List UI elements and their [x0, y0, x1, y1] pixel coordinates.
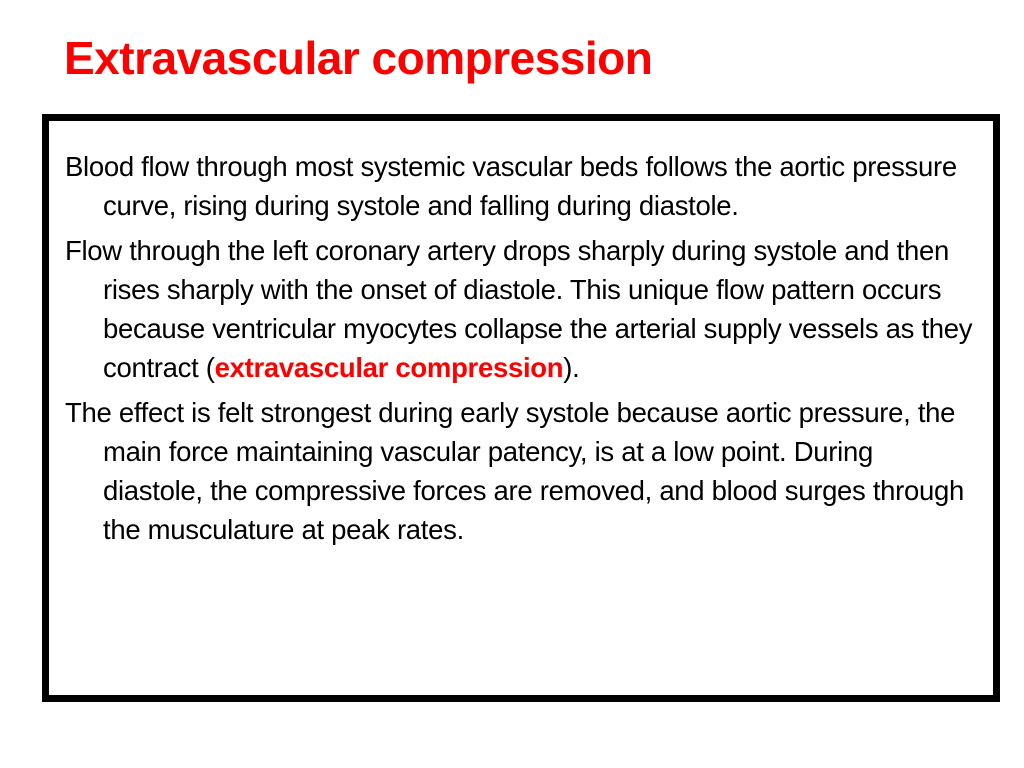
paragraph-text: The effect is felt strongest during early systole because aortic pressure, the main force maintaining vascular patency, is at a low point. During diastole, the compressive forces are removed, and blood surges through the musculature at peak rates.: [65, 397, 965, 545]
paragraph-systemic-flow: [65, 147, 973, 225]
slide-title: Extravascular compression: [64, 32, 653, 84]
paragraph-early-systole: [65, 393, 973, 549]
paragraph-text: Blood flow through most systemic vascular beds follows the aortic pressure curve, rising during systole and falling during diastole.: [65, 151, 957, 221]
paragraph-text-after: ).: [563, 352, 580, 383]
paragraph-text-before: Flow through the left coronary artery drops sharply during systole and then rises sharply with the onset of diastole. This unique flow pattern occurs because ventricular myocytes collapse the arterial supply vessels as they contract (: [65, 235, 973, 383]
paragraph-coronary-flow: [65, 231, 973, 387]
content-box: [42, 114, 1000, 702]
emphasis-term: extravascular compression: [214, 352, 564, 383]
